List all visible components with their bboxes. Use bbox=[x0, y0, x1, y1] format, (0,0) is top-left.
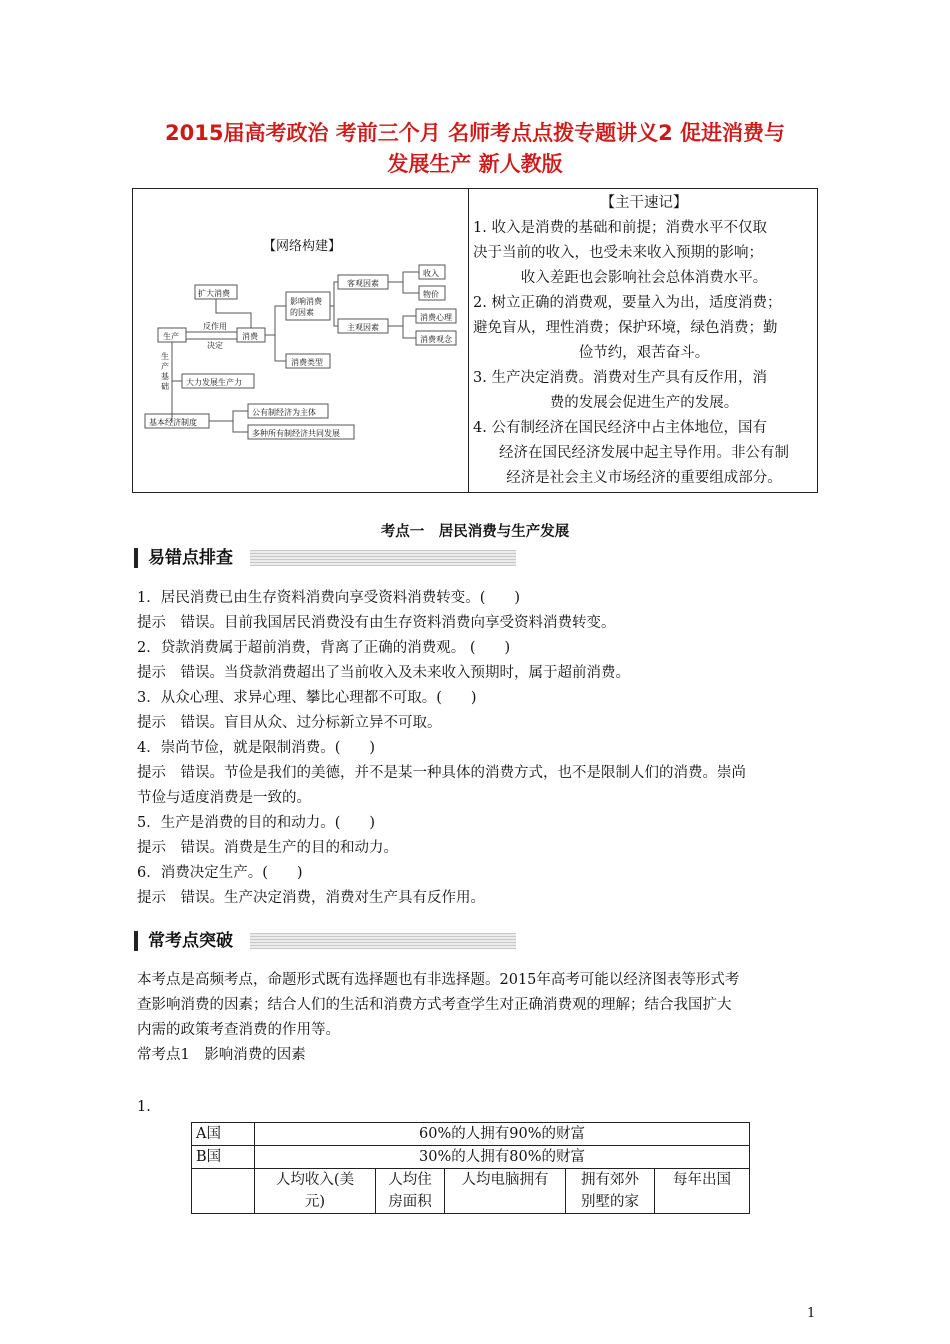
table-cell bbox=[192, 1169, 255, 1214]
table-row bbox=[192, 1169, 750, 1214]
page-number: 1 bbox=[807, 1306, 816, 1321]
summary-line: 3. 生产决定消费。消费对生产具有反作用，消 bbox=[473, 370, 767, 386]
wealth-table bbox=[191, 1122, 750, 1214]
table-header-cell bbox=[655, 1169, 750, 1214]
node-expand: 扩大消费 bbox=[198, 289, 230, 298]
vertical-char-1: 生 bbox=[161, 352, 169, 361]
node-types: 消费类型 bbox=[291, 358, 323, 367]
node-system: 基本经济制度 bbox=[149, 418, 197, 427]
vertical-char-4: 础 bbox=[161, 382, 169, 391]
section-stripe bbox=[250, 550, 516, 566]
node-develop: 大力发展生产力 bbox=[186, 378, 242, 387]
document-title bbox=[0, 118, 950, 180]
title-line-1: 2015届高考政治 考前三个月 名师考点点拨专题讲义2 促进消费与 bbox=[165, 121, 785, 145]
node-production: 生产 bbox=[163, 332, 179, 341]
summary-divider bbox=[468, 189, 469, 492]
summary-line: 避免盲从，理性消费；保护环境，绿色消费；勤 bbox=[473, 320, 778, 336]
list-item: 5．生产是消费的目的和动力。( ) bbox=[137, 815, 376, 831]
node-consumption: 消费 bbox=[242, 332, 258, 341]
summary-line: 经济是社会主义市场经济的重要组成部分。 bbox=[506, 470, 782, 486]
title-line-2: 发展生产 新人教版 bbox=[387, 152, 563, 176]
list-item: 4．崇尚节俭，就是限制消费。( ) bbox=[137, 740, 376, 756]
vertical-char-2: 产 bbox=[161, 362, 169, 371]
table-header-cell bbox=[255, 1169, 376, 1214]
list-item: 2．贷款消费属于超前消费，背离了正确的消费观。 ( ) bbox=[137, 640, 511, 656]
summary-line: 经济在国民经济发展中起主导作用。非公有制 bbox=[499, 445, 789, 461]
paragraph-line: 查影响消费的因素；结合人们的生活和消费方式考查学生对正确消费观的理解；结合我国扩大 bbox=[137, 997, 732, 1013]
table-row bbox=[192, 1123, 750, 1146]
summary-line: 4. 公有制经济在国民经济中占主体地位，国有 bbox=[473, 420, 767, 436]
kaodian-title: 考点一 居民消费与生产发展 bbox=[380, 524, 570, 540]
section-label: 易错点排查 bbox=[148, 548, 233, 568]
header-line: 人均住 bbox=[388, 1172, 432, 1188]
header-line: 每年出国 bbox=[673, 1172, 731, 1188]
list-item: 提示 错误。目前我国居民消费没有由生存资料消费向享受资料消费转变。 bbox=[137, 615, 616, 631]
network-heading: 【网络构建】 bbox=[263, 239, 342, 254]
table-cell: 60%的人拥有90%的财富 bbox=[255, 1123, 750, 1146]
table-cell: B国 bbox=[192, 1146, 255, 1169]
node-multi: 多种所有制经济共同发展 bbox=[252, 429, 340, 438]
node-subjective: 主观因素 bbox=[347, 323, 379, 332]
node-income: 收入 bbox=[423, 269, 439, 278]
node-price: 物价 bbox=[423, 290, 439, 299]
table-header-cell bbox=[445, 1169, 566, 1214]
section-stripe bbox=[250, 933, 516, 949]
list-item: 提示 错误。当贷款消费超出了当前收入及未来收入预期时，属于超前消费。 bbox=[137, 665, 630, 681]
header-line: 元) bbox=[304, 1194, 326, 1210]
vertical-char-3: 基 bbox=[161, 372, 169, 381]
label-decide: 决定 bbox=[207, 341, 223, 350]
header-line: 拥有郊外 bbox=[581, 1172, 639, 1188]
summary-line: 1. 收入是消费的基础和前提；消费水平不仅取 bbox=[473, 220, 767, 236]
summary-box bbox=[132, 188, 818, 493]
list-item: 3．从众心理、求异心理、攀比心理都不可取。( ) bbox=[137, 690, 477, 706]
section-bar bbox=[134, 548, 138, 568]
node-factors-line1: 影响消费 bbox=[290, 297, 322, 306]
summary-line: 2. 树立正确的消费观，要量入为出，适度消费； bbox=[473, 295, 782, 311]
table-header-cell bbox=[566, 1169, 655, 1214]
list-item: 节俭与适度消费是一致的。 bbox=[137, 790, 311, 806]
list-item: 提示 错误。节俭是我们的美德，并不是某一种具体的消费方式，也不是限制人们的消费。崇尚 bbox=[137, 765, 746, 781]
label-reaction: 反作用 bbox=[203, 322, 227, 331]
table-cell: A国 bbox=[192, 1123, 255, 1146]
table-row bbox=[192, 1146, 750, 1169]
node-psychology: 消费心理 bbox=[420, 313, 452, 322]
summary-text bbox=[473, 191, 815, 491]
section-label: 常考点突破 bbox=[148, 931, 233, 951]
list-item: 提示 错误。消费是生产的目的和动力。 bbox=[137, 840, 398, 856]
header-line: 人均收入(美 bbox=[275, 1172, 355, 1188]
node-concept: 消费观念 bbox=[420, 335, 452, 344]
table-header-cell bbox=[376, 1169, 445, 1214]
summary-line: 俭节约，艰苦奋斗。 bbox=[578, 345, 710, 361]
summary-line: 决于当前的收入，也受未来收入预期的影响； bbox=[473, 245, 763, 261]
question-number: 1. bbox=[137, 1099, 151, 1115]
header-line: 房面积 bbox=[388, 1194, 432, 1210]
list-item: 提示 错误。盲目从众、过分标新立异不可取。 bbox=[137, 715, 442, 731]
summary-line: 费的发展会促进生产的发展。 bbox=[549, 395, 739, 411]
node-public: 公有制经济为主体 bbox=[252, 408, 316, 417]
list-item: 1．居民消费已由生存资料消费向享受资料消费转变。( ) bbox=[137, 590, 521, 606]
section-header-errors bbox=[134, 546, 516, 570]
error-check-list bbox=[137, 586, 817, 911]
node-factors-line2: 的因素 bbox=[290, 308, 314, 317]
breakthrough-text bbox=[137, 968, 817, 1068]
section-bar bbox=[134, 931, 138, 951]
paragraph-line: 内需的政策考查消费的作用等。 bbox=[137, 1022, 340, 1038]
summary-line: 收入差距也会影响社会总体消费水平。 bbox=[520, 270, 768, 286]
subheading: 常考点1 影响消费的因素 bbox=[137, 1047, 306, 1063]
node-objective: 客观因素 bbox=[347, 279, 379, 288]
paragraph-line: 本考点是高频考点，命题形式既有选择题也有非选择题。2015年高考可能以经济图表等形式考 bbox=[137, 972, 740, 988]
summary-heading: 【主干速记】 bbox=[600, 195, 688, 211]
header-line: 别墅的家 bbox=[581, 1194, 639, 1210]
list-item: 6．消费决定生产。( ) bbox=[137, 865, 303, 881]
header-line: 人均电脑拥有 bbox=[461, 1172, 549, 1188]
section-header-breakthrough bbox=[134, 929, 516, 953]
table-cell: 30%的人拥有80%的财富 bbox=[255, 1146, 750, 1169]
list-item: 提示 错误。生产决定消费，消费对生产具有反作用。 bbox=[137, 890, 485, 906]
